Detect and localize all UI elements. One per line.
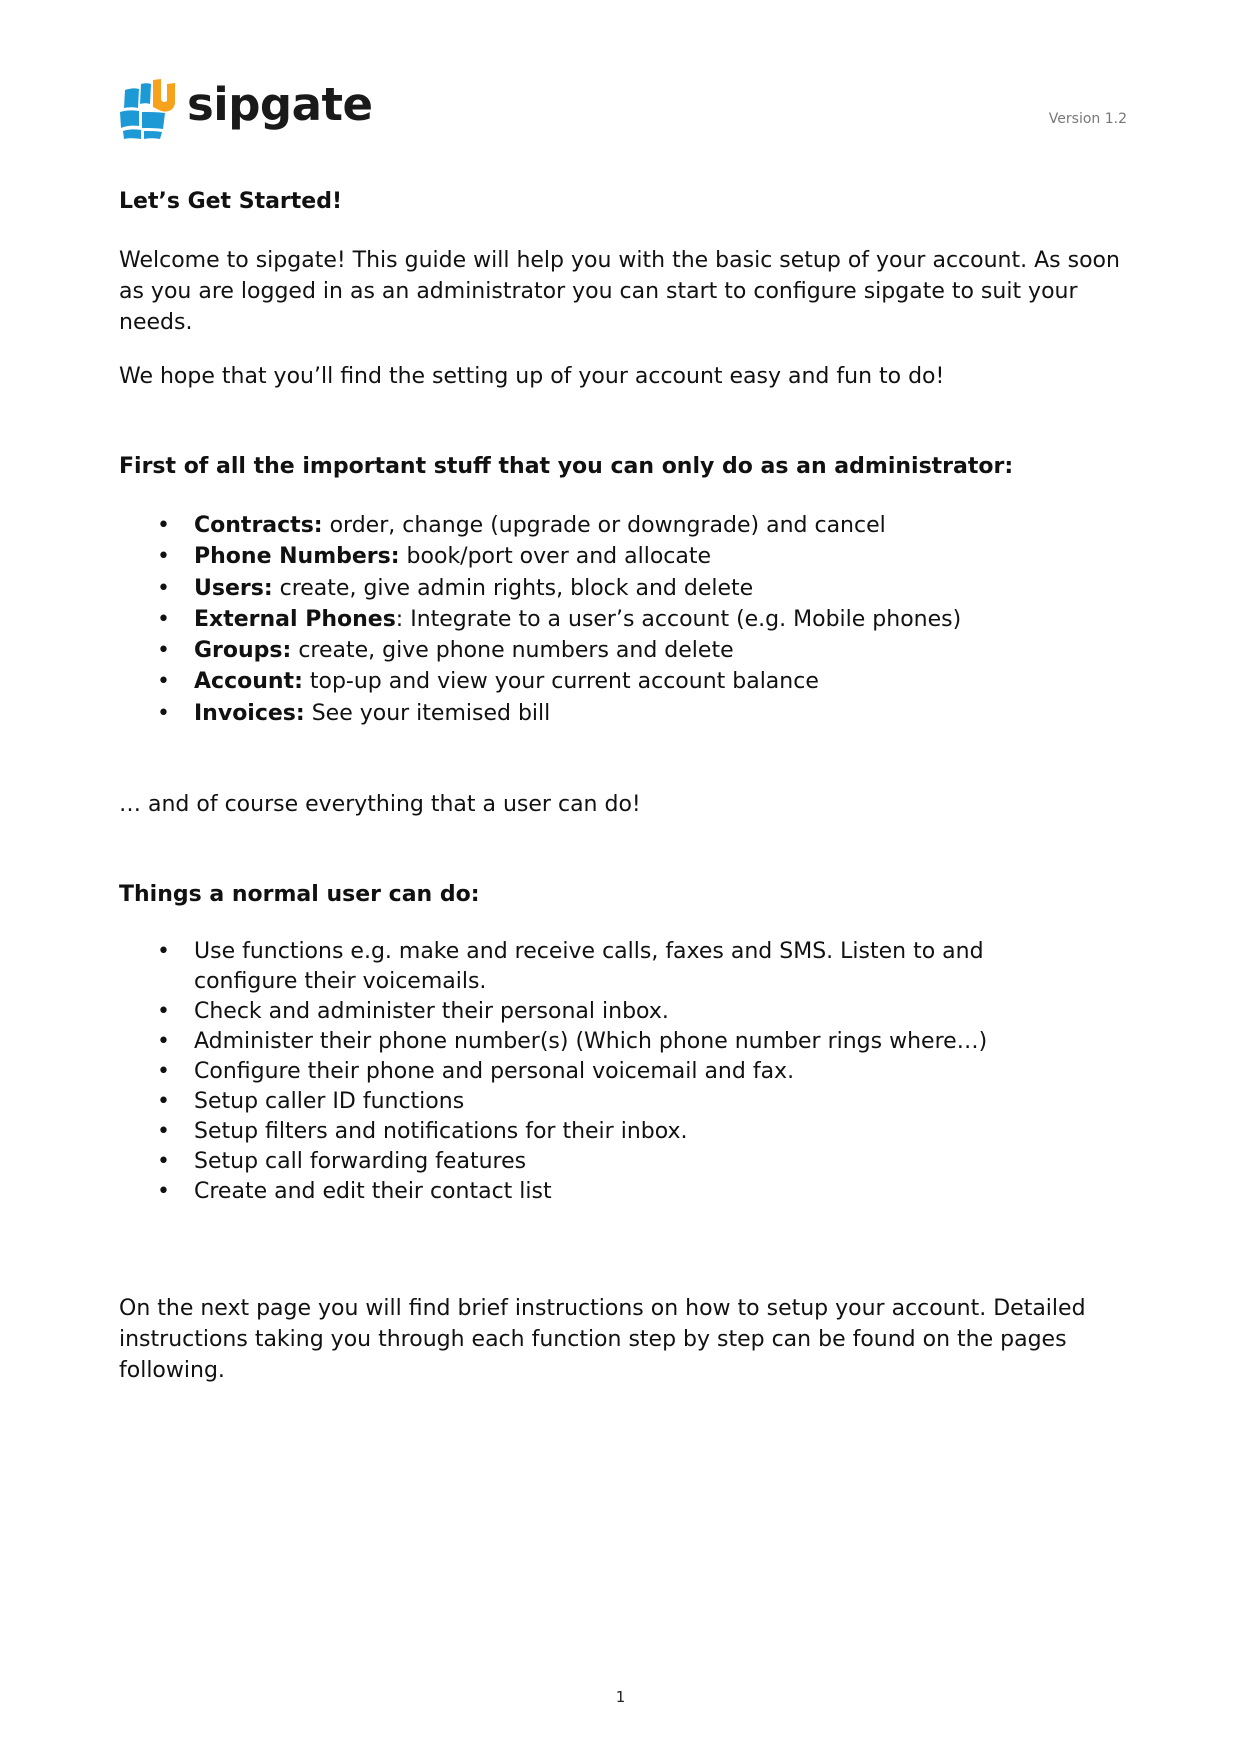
list-item	[119, 573, 1119, 604]
sipgate-logo-icon	[117, 76, 177, 140]
list-item-desc: top-up and view your current account balance	[302, 669, 819, 695]
list-item	[119, 635, 1119, 666]
list-item-term: External Phones	[194, 606, 396, 632]
list-item: • Use functions e.g. make and receive calls, faxes and SMS. Listen to and configure their voicemails.	[119, 937, 1079, 997]
admin-heading: First of all the important stuff that you can only do as an administrator:	[119, 454, 1014, 479]
list-item	[119, 604, 1119, 635]
user-heading: Things a normal user can do:	[119, 882, 480, 907]
list-item-term: Users:	[194, 575, 273, 601]
list-item-desc: create, give admin rights, block and delete	[272, 575, 754, 601]
hope-paragraph: We hope that you’ll find the setting up of your account easy and fun to do!	[119, 364, 945, 389]
list-item	[119, 510, 1119, 541]
user-capabilities-list	[119, 937, 1079, 1207]
list-item-term: Invoices:	[194, 700, 305, 726]
page-number: 1	[615, 1688, 626, 1706]
list-item-term: Account:	[194, 669, 303, 695]
list-item: • Configure their phone and personal voicemail and fax.	[119, 1057, 1079, 1087]
list-item: • Create and edit their contact list	[119, 1177, 1079, 1207]
intro-heading: Let’s Get Started!	[119, 189, 342, 214]
sipgate-logo	[117, 76, 373, 140]
list-item	[119, 541, 1119, 572]
list-item: • Setup caller ID functions	[119, 1087, 1079, 1117]
list-item-desc: : Integrate to a user’s account (e.g. Mobile phones)	[395, 606, 962, 632]
list-item-term: Contracts:	[194, 513, 323, 538]
list-item	[119, 666, 1119, 697]
list-item-term: Phone Numbers:	[194, 544, 400, 570]
admin-outro: … and of course everything that a user can do!	[119, 792, 641, 817]
list-item-desc: See your itemised bill	[304, 700, 551, 726]
list-item-term: Groups:	[194, 638, 292, 664]
list-item: • Check and administer their personal inbox.	[119, 997, 1079, 1027]
list-item: • Setup call forwarding features	[119, 1147, 1079, 1177]
list-item: • Setup filters and notifications for their inbox.	[119, 1117, 1079, 1147]
brand-name: sipgate	[187, 77, 373, 131]
list-item-desc: order, change (upgrade or downgrade) and cancel	[322, 513, 886, 538]
closing-paragraph: On the next page you will find brief instructions on how to setup your account. Detailed instructions taking you through each function step by step can be found on the pages following.	[119, 1296, 1086, 1383]
version-label: Version 1.2	[1048, 111, 1127, 127]
admin-capabilities-list	[119, 510, 1119, 729]
list-item	[119, 698, 1119, 729]
list-item-desc: book/port over and allocate	[399, 544, 712, 570]
list-item: • Administer their phone number(s) (Which phone number rings where…)	[119, 1027, 1079, 1057]
list-item-desc: create, give phone numbers and delete	[291, 638, 734, 664]
welcome-paragraph: Welcome to sipgate! This guide will help you with the basic setup of your account. As soon as you are logged in as an administrator you can start to configure sipgate to suit your needs.	[119, 248, 1120, 335]
